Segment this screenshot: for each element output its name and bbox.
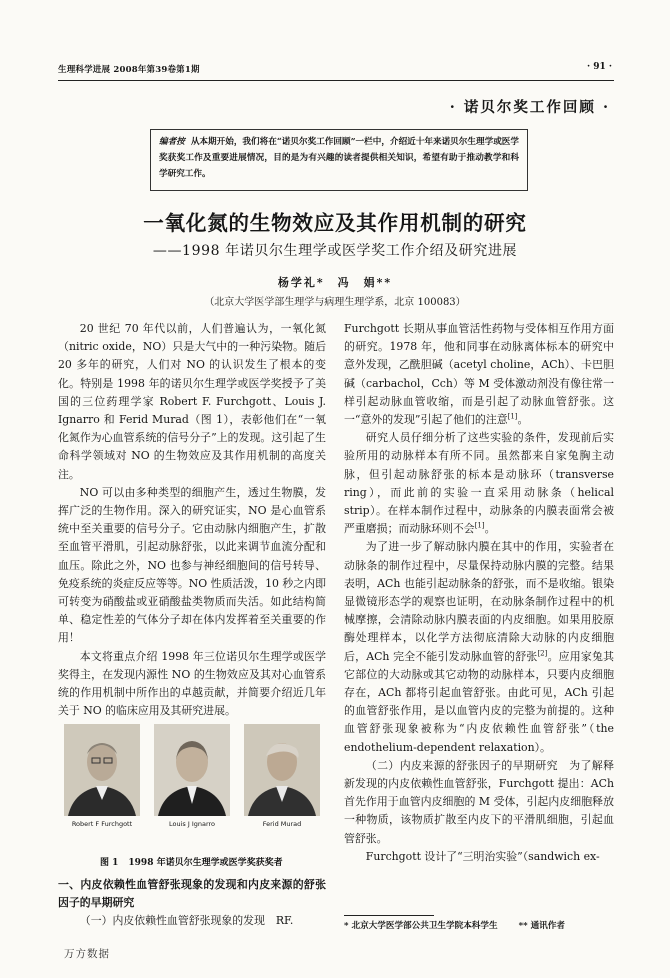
citation: [1] <box>474 521 485 530</box>
paragraph: 本文将重点介绍 1998 年三位诺贝尔生理学或医学奖得主，在发现内源性 NO 的生物效应及其对心血管系统的作用机制中所作出的卓越贡献，并简要介绍近几年关于 NO 的临床应用及其研究进展。 <box>58 649 326 718</box>
subsection-heading: （二）内皮来源的舒张因子的早期研究 <box>365 758 558 772</box>
figure-number: 图 1 <box>100 858 119 868</box>
article-subtitle: ——1998 年诺贝尔生理学或医学奖工作介绍及研究进展 <box>152 243 518 259</box>
citation: [2] <box>537 649 548 658</box>
paragraph: （二）内皮来源的舒张因子的早期研究 为了解释新发现的内皮依赖性血管舒张，Furchgott 提出：ACh 首先作用于血管内皮细胞的 M 受体，引起内皮细胞释放一种物质，该物质扩散至内皮下的平滑肌细胞，引起血管舒张。 <box>344 758 614 845</box>
right-column <box>344 320 614 866</box>
footnote-rule <box>344 915 434 916</box>
watermark: 万方数据 <box>64 948 110 960</box>
editor-note-text: 从本期开始，我们将在“诺贝尔奖工作回顾”一栏中，介绍近十年来诺贝尔生理学或医学奖获奖工作及重要进展情况，目的是为有兴趣的读者提供相关知识，希望有助于推动教学和科学研究工作。 <box>159 137 519 179</box>
portrait-photo <box>154 724 230 816</box>
photo-name: Ferid Murad <box>262 820 302 828</box>
header-rule <box>58 80 614 81</box>
paragraph: NO 可以由多种类型的细胞产生，透过生物膜，发挥广泛的生物作用。深入的研究证实，NO 是心血管系统中至关重要的信号分子。它由动脉内细胞产生，扩散至血管平滑肌，引起动脉舒张，以此来调节血流分配和血压。除此之外，NO 也参与神经细胞间的信号转导、免疫系统的炎症反应等等。NO 性质活泼，10 秒之内即可转变为硝酸盐或亚硝酸盐类物质而失活。如此结构简单、稳定性差的气体分子却在体内发挥着至关重要的作用！ <box>58 485 326 645</box>
footnote: ** 通讯作者 <box>518 921 565 931</box>
section-heading: 一、内皮依赖性血管舒张现象的发现和内皮来源的舒张因子的早期研究 <box>58 878 326 910</box>
journal-header: 生理科学进展 2008年第39卷第1期 <box>58 65 200 75</box>
subsection-heading: （一）内皮依赖性血管舒张现象的发现 RF. <box>79 914 294 928</box>
article-title: 一氧化氮的生物效应及其作用机制的研究 <box>143 211 527 235</box>
paragraph: Furchgott 设计了“三明治实验”（sandwich ex- <box>365 849 600 863</box>
photo-name: Louis J Ignarro <box>168 820 216 828</box>
footnote: * 北京大学医学部公共卫生学院本科学生 <box>344 921 498 931</box>
photo-name: Robert F Furchgott <box>71 820 133 828</box>
figure-1 <box>58 720 326 838</box>
page-number: · 91 · <box>586 62 612 72</box>
editor-note <box>150 129 528 191</box>
figure-caption <box>100 855 283 868</box>
citation: [1] <box>507 412 518 421</box>
figure-caption-text: 1998 年诺贝尔生理学或医学奖获奖者 <box>128 858 283 868</box>
paragraph: 研究人员仔细分析了这些实验的条件，发现前后实验所用的动脉样本有所不同。虽然都来自家兔胸主动脉，但引起动脉舒张的标本是动脉环（transverse ring），而此前的实验一直采用动脉条（helical strip）。在样本制作过程中，动脉条的内膜表面常会被严重磨损；而动脉环则不会[1]。 <box>344 431 614 536</box>
left-column <box>58 320 326 720</box>
portrait-photo <box>244 724 320 816</box>
footnotes <box>344 919 614 931</box>
paragraph: 为了进一步了解动脉内膜在其中的作用，实验者在动脉条的制作过程中，尽量保持动脉内膜的完整。结果表明，ACh 也能引起动脉条的舒张，而不是收缩。银染显微镜形态学的观察也证明，在动脉条制作过程中的机械摩擦，会清除动脉内膜表面的内皮细胞。如果用胶原酶处理样本，以化学方法彻底清除大动脉的内皮细胞后，ACh 完全不能引发动脉血管的舒张[2]。应用家兔其它部位的大动脉或其它动物的动脉样本，只要内皮细胞存在，ACh 都将引起血管舒张。由此可见，ACh 引起的血管舒张作用，是以血管内皮的完整为前提的。这种血管舒张现象被称为“内皮依赖性血管舒张”（the endothelium-dependent relaxation）。 <box>344 540 614 754</box>
column-label: · 诺贝尔奖工作回顾 · <box>449 99 610 116</box>
editor-note-lead: 编者按 <box>159 137 185 147</box>
authors: 杨学礼* 冯 娟** <box>277 276 393 289</box>
paragraph: Furchgott 长期从事血管活性药物与受体相互作用方面的研究。1978 年，他和同事在动脉离体标本的研究中意外发现，乙酰胆碱（acetyl choline，ACh）、卡巴胆碱（carbachol，Cch）等 M 受体激动剂没有像往常一样引起动脉血管收缩，而是引起了动脉血管舒张。这一“意外的发现”引起了他们的注意[1]。 <box>344 322 614 427</box>
affiliation: （北京大学医学部生理学与病理生理学系，北京 100083） <box>204 297 466 308</box>
portrait-photo <box>64 724 140 816</box>
paragraph: 20 世纪 70 年代以前，人们普遍认为，一氧化氮（nitric oxide，NO）只是大气中的一种污染物。随后 20 多年的研究，人们对 NO 的认识发生了根本的变化。特别是 1998 年的诺贝尔生理学或医学奖授予了美国的三位药理学家 Robert F. Furchgott、Louis J. Ignarro 和 Ferid Murad（图 1），表彰他们在“一氧化氮作为心血管系统的信号分子”上的发现。这引起了生命科学领域对 NO 的生物效应及其作用机制的高度关注。 <box>58 322 326 481</box>
left-column-bottom <box>58 876 326 931</box>
